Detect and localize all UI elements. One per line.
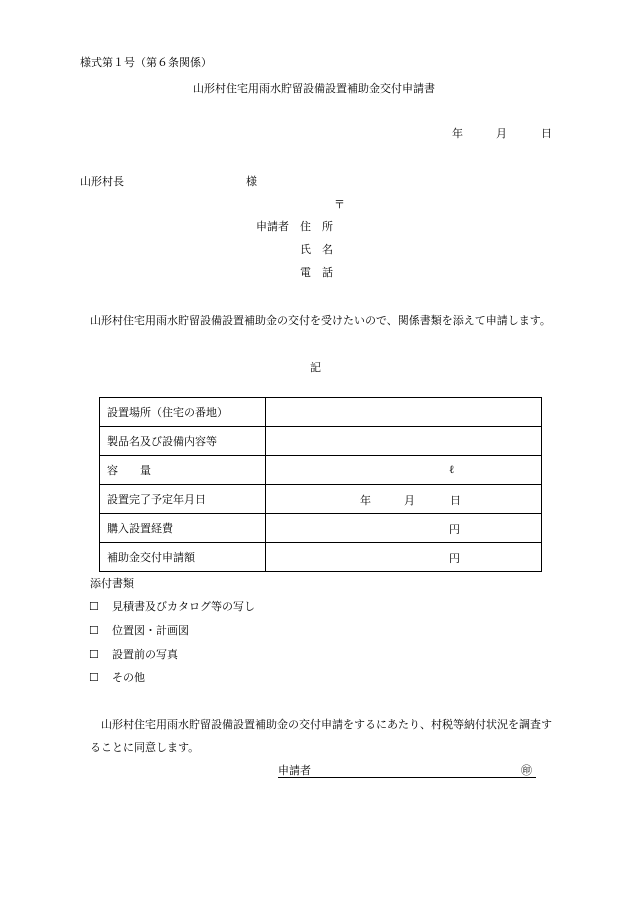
postal-mark-icon: 〒 [334,198,345,211]
purchase-cost-field[interactable] [266,514,542,543]
date-year: 年 [452,127,463,140]
name-label: 氏 名 [300,243,333,256]
table-row [100,398,542,427]
completion-date-field[interactable] [266,485,542,514]
addressee-name: 山形村長 [80,175,124,188]
seal-icon: ㊞ [521,764,532,777]
table-label: 容 量 [100,456,266,485]
signature-label: 申請者 [278,764,311,777]
checkbox-icon[interactable]: ☐ [89,671,99,684]
date-day: 日 [541,127,552,140]
request-text: 山形村住宅用雨水貯留設備設置補助金の交付を受けたいので、関係書類を添えて申請します。 [90,314,551,327]
checkbox-icon[interactable]: ☐ [89,648,99,661]
checkbox-icon[interactable]: ☐ [89,624,99,637]
table-label: 設置場所（住宅の番地） [100,398,266,427]
consent-text-line2: ることに同意します。 [90,741,200,754]
form-number: 様式第１号（第６条関係） [80,56,212,69]
capacity-unit: ℓ [449,463,455,476]
application-table [99,397,542,572]
table-row [100,543,542,572]
table-label: 補助金交付申請額 [100,543,266,572]
table-row [100,427,542,456]
attachment-item: 設置前の写真 [112,648,178,661]
date-month: 月 [496,127,507,140]
document-title: 山形村住宅用雨水貯留設備設置補助金交付申請書 [193,82,435,95]
attachment-item: 位置図・計画図 [112,624,189,637]
completion-year: 年 [360,494,371,507]
completion-month: 月 [404,494,415,507]
addressee-honorific: 様 [246,175,257,188]
subsidy-amount-field[interactable] [266,543,542,572]
phone-label: 電 話 [300,266,333,279]
signature-line[interactable] [278,777,536,778]
table-label: 製品名及び設備内容等 [100,427,266,456]
capacity-field[interactable] [266,456,542,485]
table-label: 購入設置経費 [100,514,266,543]
attachment-item: 見積書及びカタログ等の写し [112,600,255,613]
table-row [100,485,542,514]
installation-location-field[interactable] [266,398,542,427]
subsidy-amount-unit: 円 [449,552,460,565]
attachment-item: その他 [112,671,145,684]
consent-text-line1: 山形村住宅用雨水貯留設備設置補助金の交付申請をするにあたり、村税等納付状況を調査す [101,718,552,731]
table-row [100,514,542,543]
table-row [100,456,542,485]
table-label: 設置完了予定年月日 [100,485,266,514]
address-label: 住 所 [300,220,333,233]
product-name-field[interactable] [266,427,542,456]
purchase-cost-unit: 円 [449,523,460,536]
checkbox-icon[interactable]: ☐ [89,600,99,613]
completion-day: 日 [450,494,461,507]
ki-label: 記 [310,361,321,374]
attachments-heading: 添付書類 [90,577,134,590]
applicant-label: 申請者 [256,220,289,233]
